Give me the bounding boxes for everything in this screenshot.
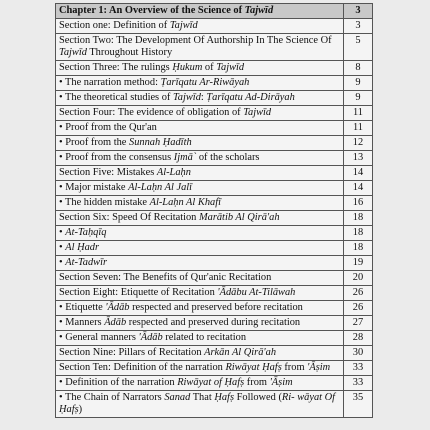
toc-entry-title [56, 346, 344, 361]
toc-row [56, 181, 373, 196]
toc-row [56, 151, 373, 166]
toc-title-italic-term: Tajwīd [169, 20, 198, 31]
toc-title-italic-term: Al-Laḥn Al Jalī [128, 182, 193, 193]
toc-title-text: Section Nine: Pillars of Recitation [59, 347, 205, 358]
toc-row [56, 301, 373, 316]
toc-row [56, 106, 373, 121]
toc-title-text: Section Ten: Definition of the narration [59, 362, 226, 373]
toc-title-text: • [59, 242, 66, 253]
toc-page-number: 3 [344, 19, 373, 34]
toc-page-number: 18 [344, 241, 373, 256]
toc-entry-title [56, 61, 344, 76]
toc-row [56, 19, 373, 34]
toc-entry-title [56, 4, 344, 19]
toc-title-text: respected and preserved before recitation [129, 302, 303, 313]
toc-title-text: Section Three: The rulings [59, 62, 173, 73]
toc-title-italic-term: Al-Laḥn Al Khafī [149, 197, 221, 208]
toc-page-number: 11 [344, 121, 373, 136]
toc-page-number: 35 [344, 391, 373, 418]
toc-title-italic-term: Sanad [164, 392, 191, 403]
toc-title-text: : [200, 92, 207, 103]
toc-title-text: Section Five: Mistakes [59, 167, 157, 178]
toc-title-text: • Proof from the consensus [59, 152, 174, 163]
toc-title-text: • [59, 257, 66, 268]
toc-title-italic-term: Ḥukum [172, 62, 203, 73]
toc-title-italic-term: Ādāb [104, 317, 127, 328]
toc-page-number: 33 [344, 376, 373, 391]
toc-title-text: • [59, 227, 66, 238]
toc-title-italic-term: Riwāyat of Ḥafṣ [177, 377, 245, 388]
toc-title-italic-term: Ḥafṣ [214, 392, 234, 403]
toc-row [56, 241, 373, 256]
toc-title-italic-term: Ri- wāyat Of Ḥafṣ [59, 392, 336, 415]
toc-body [56, 4, 373, 418]
toc-row [56, 136, 373, 151]
toc-entry-title [56, 91, 344, 106]
toc-page-number: 20 [344, 271, 373, 286]
toc-title-italic-term: Ṭarīqatu Ad-Dirāyah [206, 92, 295, 103]
toc-entry-title [56, 211, 344, 226]
toc-page-number: 26 [344, 301, 373, 316]
toc-title-text: • Proof from the [59, 137, 130, 148]
toc-entry-title [56, 196, 344, 211]
toc-title-italic-term: Marātib Al Qirā'ah [198, 212, 280, 223]
toc-entry-title [56, 19, 344, 34]
toc-title-text: • Manners [59, 317, 105, 328]
toc-title-italic-term: Sunnah Ḥadīth [129, 137, 192, 148]
toc-page-number: 14 [344, 181, 373, 196]
toc-row [56, 166, 373, 181]
toc-entry-title [56, 34, 344, 61]
toc-title-italic-term: Tajwīd [172, 92, 201, 103]
toc-entry-title [56, 121, 344, 136]
toc-entry-title [56, 286, 344, 301]
toc-title-italic-term: 'Ādāb [138, 332, 163, 343]
toc-title-text: • The Chain of Narrators [59, 392, 165, 403]
toc-title-italic-term: Tajwīd [243, 107, 272, 118]
toc-entry-title [56, 226, 344, 241]
toc-title-text: Throughout History [86, 47, 173, 58]
toc-row [56, 76, 373, 91]
toc-row [56, 391, 373, 418]
toc-entry-title [56, 316, 344, 331]
toc-title-text: Section Seven: The Benefits of Qur'anic Recitation [59, 272, 272, 283]
toc-title-text: related to recitation [162, 332, 247, 343]
toc-row [56, 331, 373, 346]
toc-title-text: ) [78, 404, 83, 415]
toc-row [56, 376, 373, 391]
toc-entry-title [56, 331, 344, 346]
toc-entry-title [56, 76, 344, 91]
toc-title-text: from [244, 377, 270, 388]
toc-page-number: 5 [344, 34, 373, 61]
toc-page-number: 12 [344, 136, 373, 151]
toc-page-number: 16 [344, 196, 373, 211]
toc-row [56, 286, 373, 301]
toc-title-text: • Proof from the Qur'an [59, 122, 157, 133]
toc-title-text: • The theoretical studies of [59, 92, 173, 103]
toc-title-text: • The hidden mistake [59, 197, 150, 208]
toc-title-italic-term: Tajwīd [59, 47, 87, 58]
toc-page-number: 30 [344, 346, 373, 361]
toc-title-text: from [281, 362, 308, 373]
toc-title-text: Section Four: The evidence of obligation of [59, 107, 244, 118]
toc-title-italic-term: Tajwīd [216, 62, 245, 73]
toc-title-italic-term: Al-Laḥn [156, 167, 191, 178]
toc-row [56, 271, 373, 286]
toc-entry-title [56, 391, 344, 418]
toc-title-text: Section Two: The Development Of Authorship In The Science Of [59, 35, 332, 46]
toc-title-text: Section one: Definition of [59, 20, 170, 31]
toc-page-number: 13 [344, 151, 373, 166]
toc-page-number: 33 [344, 361, 373, 376]
toc-title-text: That [190, 392, 215, 403]
toc-entry-title [56, 361, 344, 376]
toc-title-italic-term: Arkān Al Qirā'ah [204, 347, 277, 358]
toc-entry-title [56, 241, 344, 256]
toc-title-text: Chapter 1: An Overview of the Science of [59, 5, 245, 16]
table-of-contents [55, 3, 373, 418]
toc-row [56, 61, 373, 76]
toc-page-number: 11 [344, 106, 373, 121]
toc-title-italic-term: Ijmā` [173, 152, 197, 163]
toc-entry-title [56, 151, 344, 166]
toc-page-number: 18 [344, 211, 373, 226]
toc-entry-title [56, 166, 344, 181]
toc-page-number: 27 [344, 316, 373, 331]
toc-title-italic-term: 'Āṣim [307, 362, 331, 373]
toc-title-italic-term: At-Tadwīr [65, 257, 108, 268]
toc-page-number: 26 [344, 286, 373, 301]
toc-page-number: 9 [344, 76, 373, 91]
toc-entry-title [56, 136, 344, 151]
toc-title-text: • Etiquette [59, 302, 106, 313]
toc-page-number: 28 [344, 331, 373, 346]
toc-page-number: 18 [344, 226, 373, 241]
toc-row [56, 226, 373, 241]
toc-page-number: 8 [344, 61, 373, 76]
toc-page-number: 19 [344, 256, 373, 271]
toc-row [56, 361, 373, 376]
toc-title-text: of the scholars [196, 152, 260, 163]
toc-title-italic-term: 'Āṣim [269, 377, 293, 388]
toc-title-text: Section Eight: Etiquette of Recitation [59, 287, 218, 298]
toc-title-italic-term: At-Taḥqīq [65, 227, 107, 238]
toc-title-italic-term: Ṭarīqatu Ar-Riwāyah [160, 77, 250, 88]
toc-title-text: • The narration method: [59, 77, 161, 88]
toc-entry-title [56, 271, 344, 286]
toc-row [56, 256, 373, 271]
toc-title-italic-term: Al Ḥadr [65, 242, 100, 253]
toc-title-italic-term: Tajwīd [244, 5, 274, 16]
toc-entry-title [56, 181, 344, 196]
toc-title-italic-term: Riwāyat Ḥafṣ [225, 362, 282, 373]
toc-row [56, 316, 373, 331]
toc-page-number: 3 [344, 4, 373, 19]
toc-title-text: Section Six: Speed Of Recitation [59, 212, 199, 223]
toc-row [56, 346, 373, 361]
toc-title-italic-term: 'Ādābu At-Tilāwah [217, 287, 296, 298]
toc-entry-title [56, 301, 344, 316]
toc-row [56, 34, 373, 61]
toc-chapter-row [56, 4, 373, 19]
toc-title-italic-term: 'Ādāb [105, 302, 130, 313]
toc-entry-title [56, 376, 344, 391]
toc-title-text: of [202, 62, 217, 73]
toc-title-text: • General manners [59, 332, 139, 343]
toc-row [56, 91, 373, 106]
toc-entry-title [56, 106, 344, 121]
toc-title-text: • Major mistake [59, 182, 129, 193]
toc-entry-title [56, 256, 344, 271]
toc-title-text: Followed ( [234, 392, 282, 403]
toc-row [56, 211, 373, 226]
toc-title-text: • Definition of the narration [59, 377, 178, 388]
toc-row [56, 196, 373, 211]
toc-row [56, 121, 373, 136]
toc-title-text: respected and preserved during recitation [126, 317, 301, 328]
toc-page-number: 9 [344, 91, 373, 106]
toc-page-number: 14 [344, 166, 373, 181]
